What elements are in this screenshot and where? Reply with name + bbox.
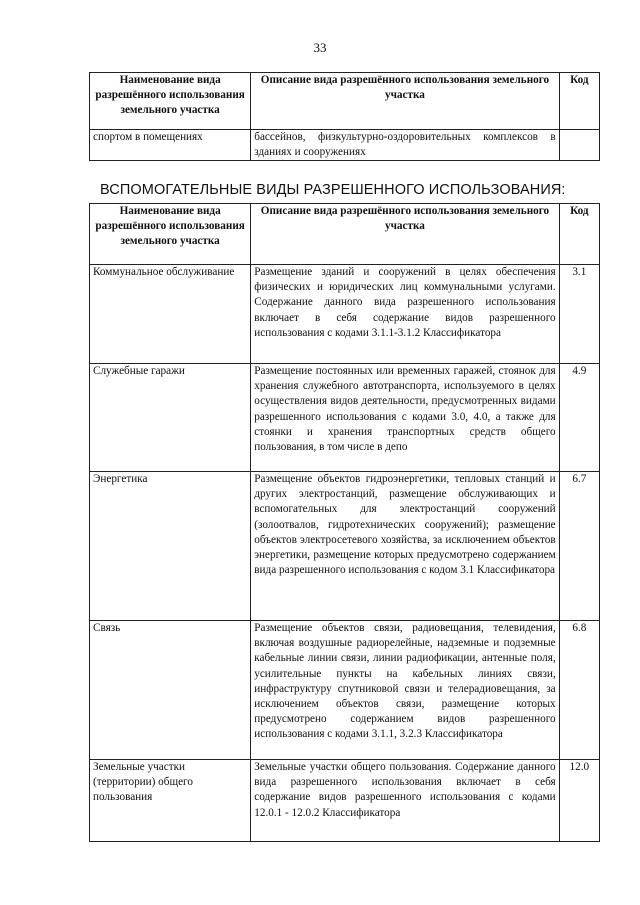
row-description: Земельные участки общего пользования. Содержание данного вида разрешенного использования включает в себя содержание видов разрешенного использования с кодами 12.0.1 - 12.0.2 Классификатора	[251, 760, 559, 842]
row-code: 3.1	[559, 265, 599, 364]
table-row	[90, 364, 600, 472]
row-code	[559, 130, 599, 161]
header-name: Наименование вида разрешённого использования земельного участка	[90, 204, 251, 265]
header-description: Описание вида разрешённого использования земельного участка	[251, 73, 559, 130]
table-header-row	[90, 204, 600, 265]
row-name: Служебные гаражи	[90, 364, 251, 472]
row-code: 6.8	[559, 621, 599, 760]
row-name: Энергетика	[90, 472, 251, 621]
row-name: спортом в помещениях	[90, 130, 251, 161]
table-row	[90, 265, 600, 364]
table-row	[90, 760, 600, 842]
table-header-row	[90, 73, 600, 130]
header-code: Код	[559, 73, 599, 130]
row-description: Размещение зданий и сооружений в целях обеспечения физических и юридических лиц коммунальными услугами. Содержание данного вида разрешенного использования включает в себя содержание видов разрешенного использования с кодами 3.1.1-3.1.2 Классификатора	[251, 265, 559, 364]
row-code: 4.9	[559, 364, 599, 472]
land-use-table-continued	[89, 72, 600, 161]
section-title: ВСПОМОГАТЕЛЬНЫЕ ВИДЫ РАЗРЕШЕННОГО ИСПОЛЬЗОВАНИЯ:	[100, 182, 566, 198]
header-name: Наименование вида разрешённого использования земельного участка	[90, 73, 251, 130]
header-description: Описание вида разрешённого использования земельного участка	[251, 204, 559, 265]
row-name: Связь	[90, 621, 251, 760]
table-row	[90, 472, 600, 621]
table-row	[90, 621, 600, 760]
row-code: 6.7	[559, 472, 599, 621]
row-name: Коммунальное обслуживание	[90, 265, 251, 364]
auxiliary-land-use-table	[89, 203, 600, 842]
row-description: Размещение объектов связи, радиовещания, телевидения, включая воздушные радиорелейные, надземные и подземные кабельные линии связи, линии радиофикации, антенные поля, усилительные пункты на кабельных линиях связи, инфраструктуру спутниковой связи и телерадиовещания, за исключением объектов связи, размещение которых предусмотрено содержанием видов разрешенного использования с кодами 3.1.1, 3.2.3 Классификатора	[251, 621, 559, 760]
row-name: Земельные участки (территории) общего пользования	[90, 760, 251, 842]
header-code: Код	[559, 204, 599, 265]
row-code: 12.0	[559, 760, 599, 842]
table-row	[90, 130, 600, 161]
row-description: Размещение объектов гидроэнергетики, тепловых станций и других электростанций, размещение обслуживающих и вспомогательных для электростанций сооружений (золоотвалов, гидротехнических сооружений); размещение объектов электросетевого хозяйства, за исключением объектов энергетики, размещение которых предусмотрено содержанием вида разрешенного использования с кодом 3.1 Классификатора	[251, 472, 559, 621]
page-number: 33	[313, 40, 327, 55]
row-description: бассейнов, физкультурно-оздоровительных комплексов в зданиях и сооружениях	[251, 130, 559, 161]
row-description: Размещение постоянных или временных гаражей, стоянок для хранения служебного автотранспорта, используемого в целях осуществления видов деятельности, предусмотренных видами разрешенного использования с кодами 3.0, 4.0, а также для стоянки и хранения транспортных средств общего пользования, в том числе в депо	[251, 364, 559, 472]
